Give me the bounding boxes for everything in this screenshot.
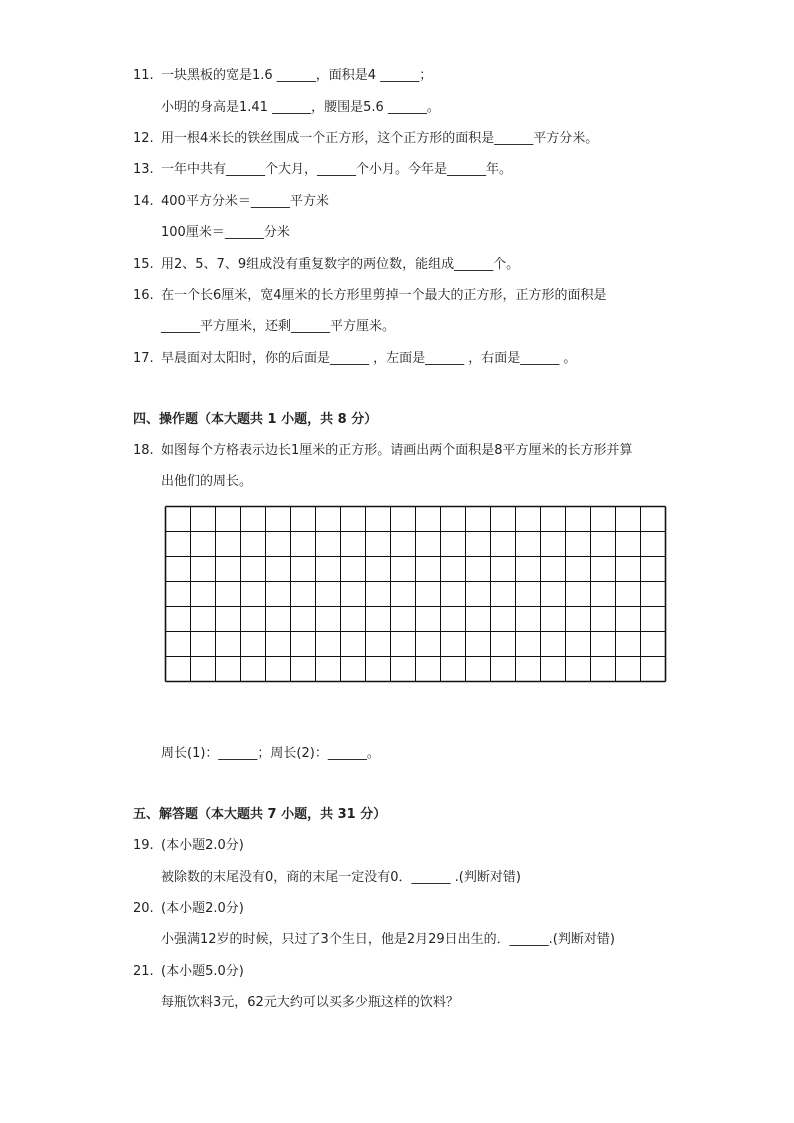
q16-line1: 在一个长6厘米，宽4厘米的长方形里剪掉一个最大的正方形，正方形的面积是	[161, 288, 607, 303]
q18-number: 18.	[133, 443, 154, 458]
q11-line2: 小明的身高是1.41 ______，腰围是5.6 ______。	[161, 100, 440, 115]
q14-number: 14.	[133, 194, 154, 209]
q21-text: 每瓶饮料3元，62元大约可以买多少瓶这样的饮料？	[161, 995, 459, 1010]
q19-score: (本小题2.0分)	[161, 838, 244, 853]
q16-line2: ______平方厘米，还剩______平方厘米。	[161, 319, 396, 334]
q19-text: 被除数的末尾没有0，商的末尾一定没有0．______ .(判断对错)	[161, 870, 521, 885]
q11-line1: 一块黑板的宽是1.6 ______，面积是4 ______；	[161, 68, 433, 83]
q15-number: 15.	[133, 257, 154, 272]
q14-line2: 100厘米＝______分米	[161, 225, 290, 240]
q13-text: 一年中共有______个大月，______个小月。今年是______年。	[161, 162, 513, 177]
q19-number: 19.	[133, 838, 154, 853]
q21-score: (本小题5.0分)	[161, 964, 244, 979]
section-4-heading: 四、操作题（本大题共 1 小题，共 8 分）	[133, 412, 378, 427]
q18-line1: 如图每个方格表示边长1厘米的正方形。请画出两个面积是8平方厘米的长方形并算	[161, 443, 633, 458]
section-5-heading: 五、解答题（本大题共 7 小题，共 31 分）	[133, 807, 387, 822]
q20-number: 20.	[133, 901, 154, 916]
q14-line1: 400平方分米＝______平方米	[161, 194, 329, 209]
q17-number: 17.	[133, 351, 154, 366]
q21-number: 21.	[133, 964, 154, 979]
q13-number: 13.	[133, 162, 154, 177]
q20-score: (本小题2.0分)	[161, 901, 244, 916]
q20-text: 小强满12岁的时候，只过了3个生日，他是2月29日出生的．______.(判断对错)	[161, 932, 615, 947]
q12-number: 12.	[133, 131, 154, 146]
q17-text: 早晨面对太阳时，你的后面是______ ，左面是______ ，右面是______ 。	[161, 351, 577, 366]
q12-text: 用一根4米长的铁丝围成一个正方形，这个正方形的面积是______平方分米。	[161, 131, 599, 146]
q18-answer-line: 周长(1)：______；周长(2)：______。	[161, 746, 380, 761]
q11-number: 11.	[133, 68, 154, 83]
q16-number: 16.	[133, 288, 154, 303]
q15-text: 用2、5、7、9组成没有重复数字的两位数，能组成______个。	[161, 257, 520, 272]
square-grid[interactable]	[164, 505, 672, 693]
q18-line2: 出他们的周长。	[161, 474, 253, 489]
